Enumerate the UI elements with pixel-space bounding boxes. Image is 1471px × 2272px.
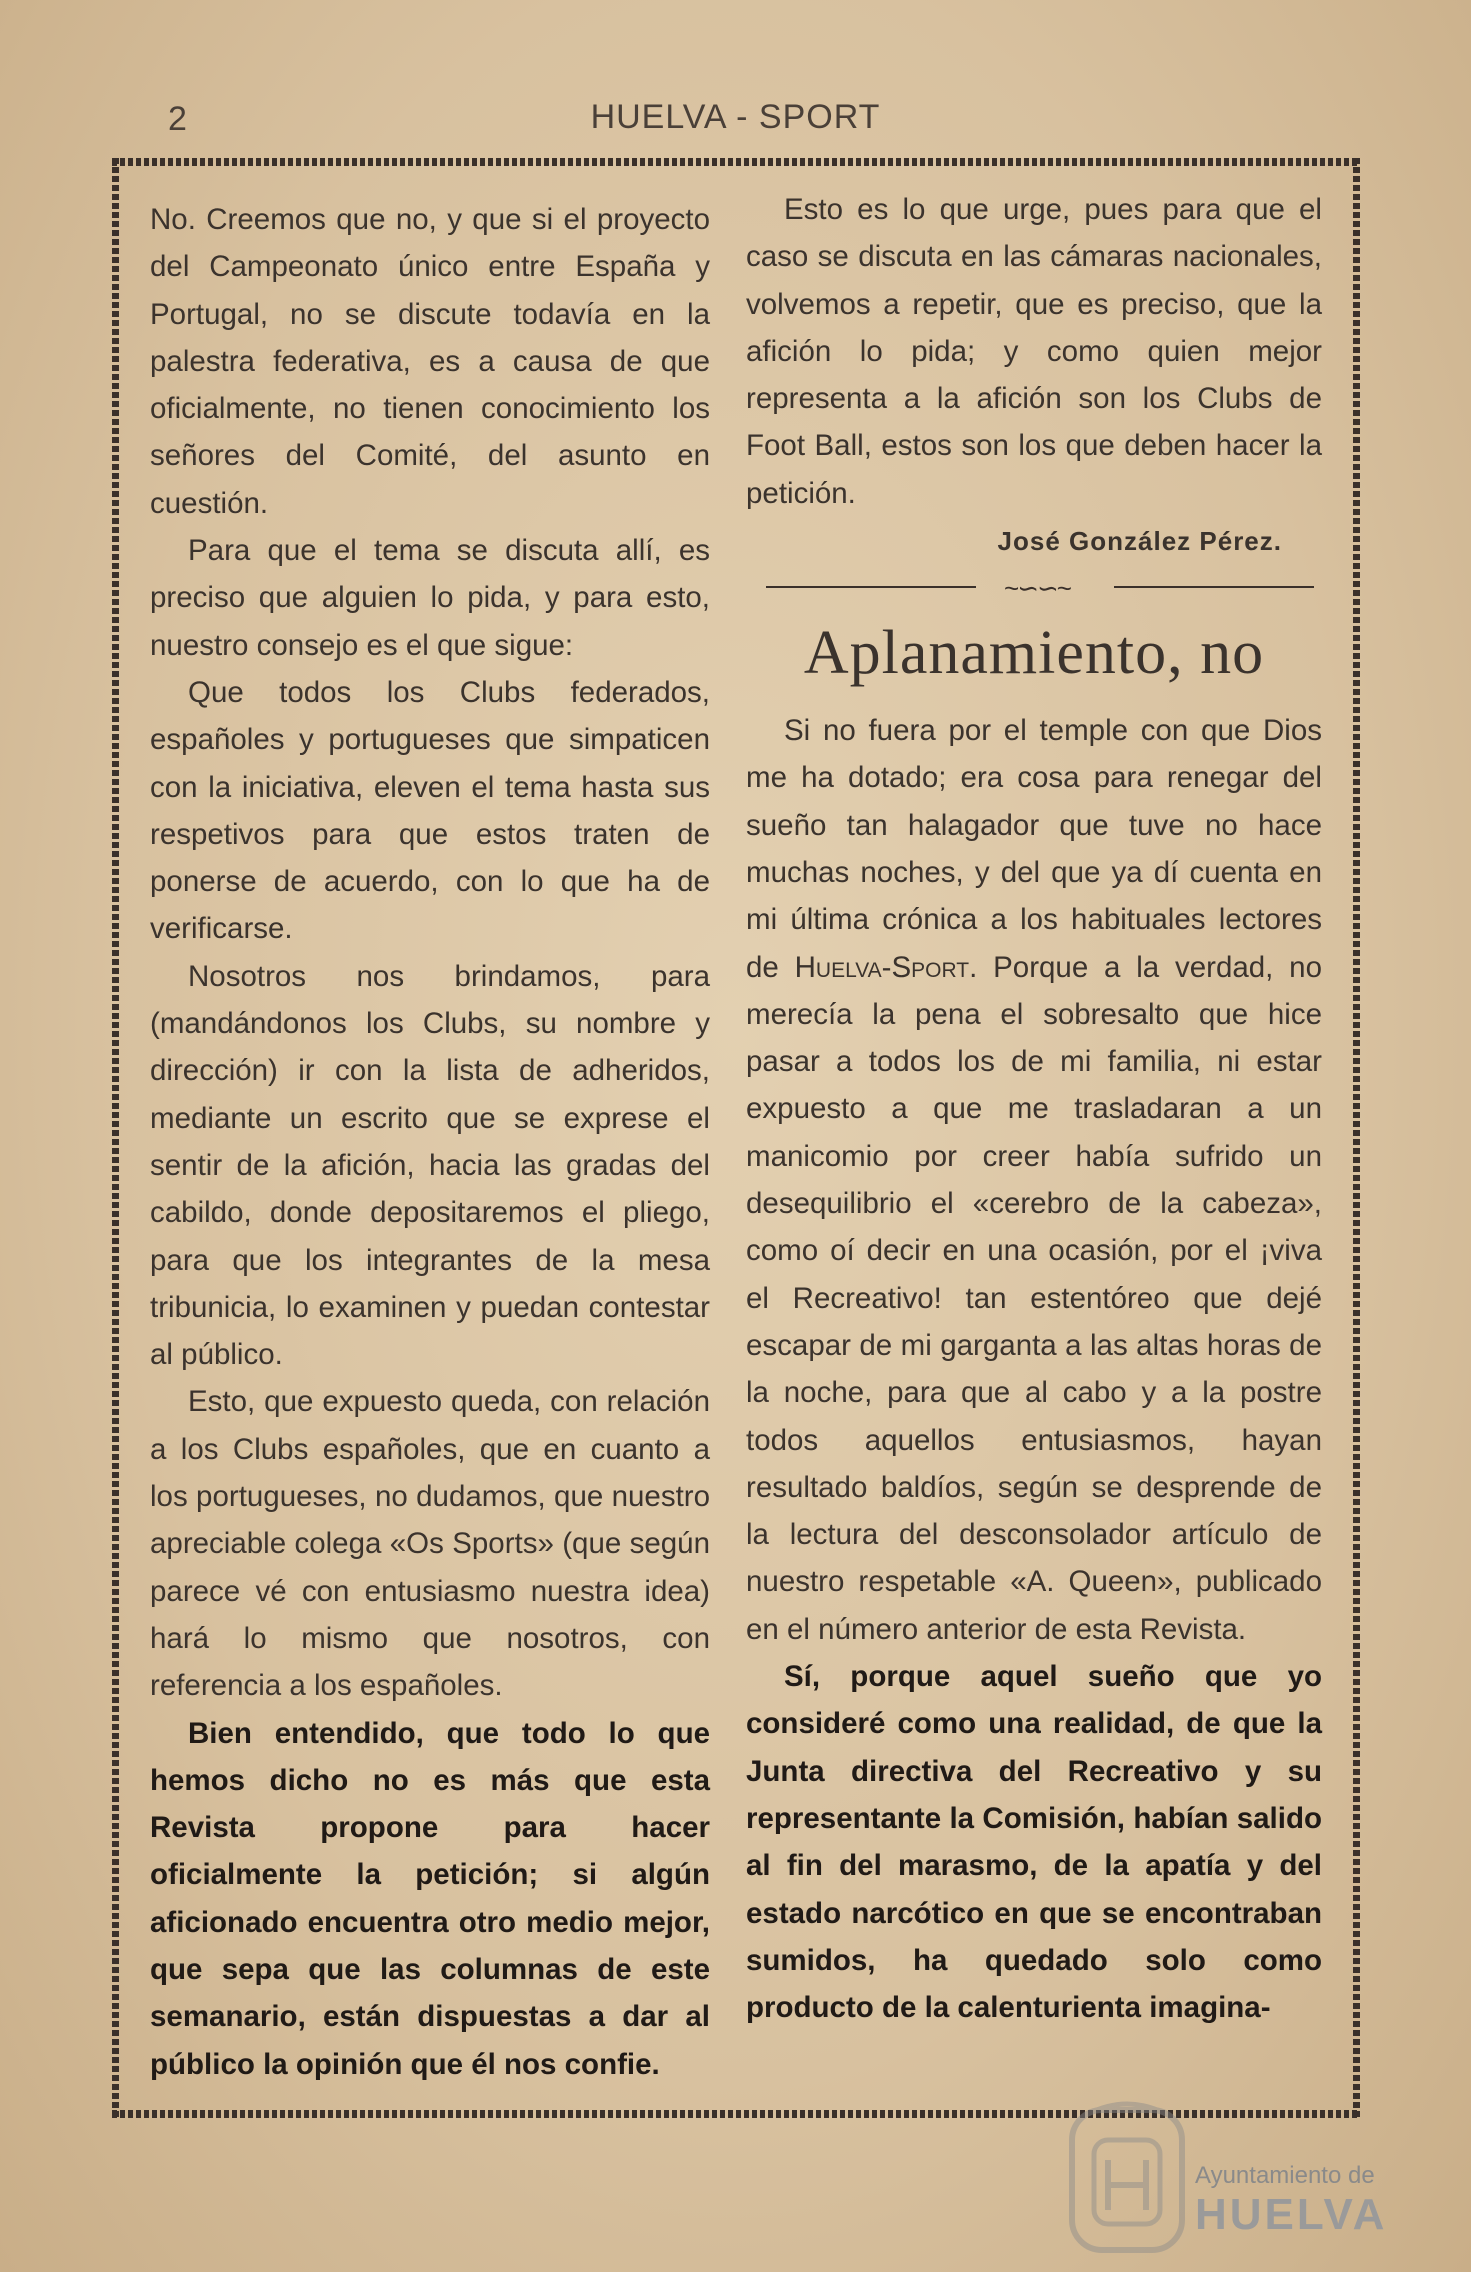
page-number: 2 [168,100,187,138]
left-paragraph-4: Nosotros nos brindamos, para (mandándonos los Clubs, su nombre y dirección) ir con la lista de adheridos, mediante un escrito que se exprese el sentir de la afición, hacia las gradas del cabildo, donde depositaremos el pliego, para que los integrantes de la mesa tribunicia, lo examinen y puedan contestar al público. [150,959,710,1372]
left-paragraph-3: Que todos los Clubs federados, españoles y portugueses que simpaticen con la iniciativa, eleven el tema hasta sus respetivos para que estos traten de ponerse de acuerdo, con lo que ha de verificarse. [150,675,710,946]
left-paragraph-5: Esto, que expuesto queda, con relación a los Clubs españoles, que en cuanto a los portugueses, no dudamos, que nuestro apreciable colega «Os Sports» (que según parece vé con entusiasmo nuestra idea) hará lo mismo que nosotros, con referencia a los españoles. [150,1385,710,1703]
left-column [150,196,710,2088]
article-paragraph-1 [746,707,1322,1653]
watermark-line-2: HUELVA [1195,2190,1388,2239]
section-divider [752,567,1322,607]
divider-line-right [1114,586,1314,588]
running-head: HUELVA - SPORT [590,98,881,136]
article-paragraph-1-start: Si no fuera por el temple con que Dios me ha dotado; era cosa para renegar del sueño tan halagador que tuve no hace muchas noches, y del que ya dí cuenta en mi última crónica a los habituales lectores de [746,714,1322,984]
article-paragraph-2: Sí, porque aquel sueño que yo consideré como una realidad, de que la Junta directiva del Recreativo y su representante la Comisión, habían salido al fin del marasmo, de la apatía y del estado narcótico en que se encontraban sumidos, ha quedado solo como producto de la calenturienta imagina- [746,1660,1322,2025]
left-paragraph-2: Para que el tema se discuta allí, es preciso que alguien lo pida, y para esto, nuestro consejo es el que sigue: [150,534,710,662]
author-signature: José González Pérez. [997,526,1282,557]
right-column [746,186,1322,2031]
frame-border-right [1353,158,1360,2118]
left-paragraph-1: No. Creemos que no, y que si el proyecto del Campeonato único entre España y Portugal, no se discute todavía en la palestra federativa, es a causa de que oficialmente, no tienen conocimiento los señores del Comité, del asunto en cuestión. [150,203,710,520]
frame-border-left [112,158,119,2118]
frame-border-top [112,158,1360,166]
article-title: Aplanamiento, no [803,619,1265,688]
brand-name: Huelva-Sport [794,950,970,984]
left-paragraph-6: Bien entendido, que todo lo que hemos dicho no es más que esta Revista propone para hacer oficialmente la petición; si algún aficionado encuentra otro medio mejor, que sepa que las columnas de este semanario, están dispuestas a dar al público la opinión que él nos confie. [150,1716,710,2081]
article-paragraph-1-end: . Porque a la verdad, no merecía la pena el sobresalto que hice pasar a todos los de mi familia, ni estar expuesto a que me trasladaran a un manicomio por creer había sufrido un desequilibrio el «cerebro de la cabeza», como oí decir en una ocasión, por el ¡viva el Recreativo! tan estentóreo que dejé escapar de mi garganta a las altas horas de la noche, para que al cabo y a la postre todos aquellos entusiasmos, hayan resultado baldíos, según se desprende de la lectura del desconsolador artículo de nuestro respetable «A. Queen», publicado en el número anterior de esta Revista. [746,950,1322,1646]
watermark-line-1: Ayuntamiento de [1195,2162,1375,2189]
divider-ornament: ~∽∽~ [1004,573,1070,604]
right-continued-paragraph: Esto es lo que urge, pues para que el caso se discuta en las cámaras nacionales, volvemos a repetir, que es preciso, que la afición lo pida; y como quien mejor representa a la afición son los Clubs de Foot Ball, estos son los que deben hacer la petición. [746,193,1322,510]
